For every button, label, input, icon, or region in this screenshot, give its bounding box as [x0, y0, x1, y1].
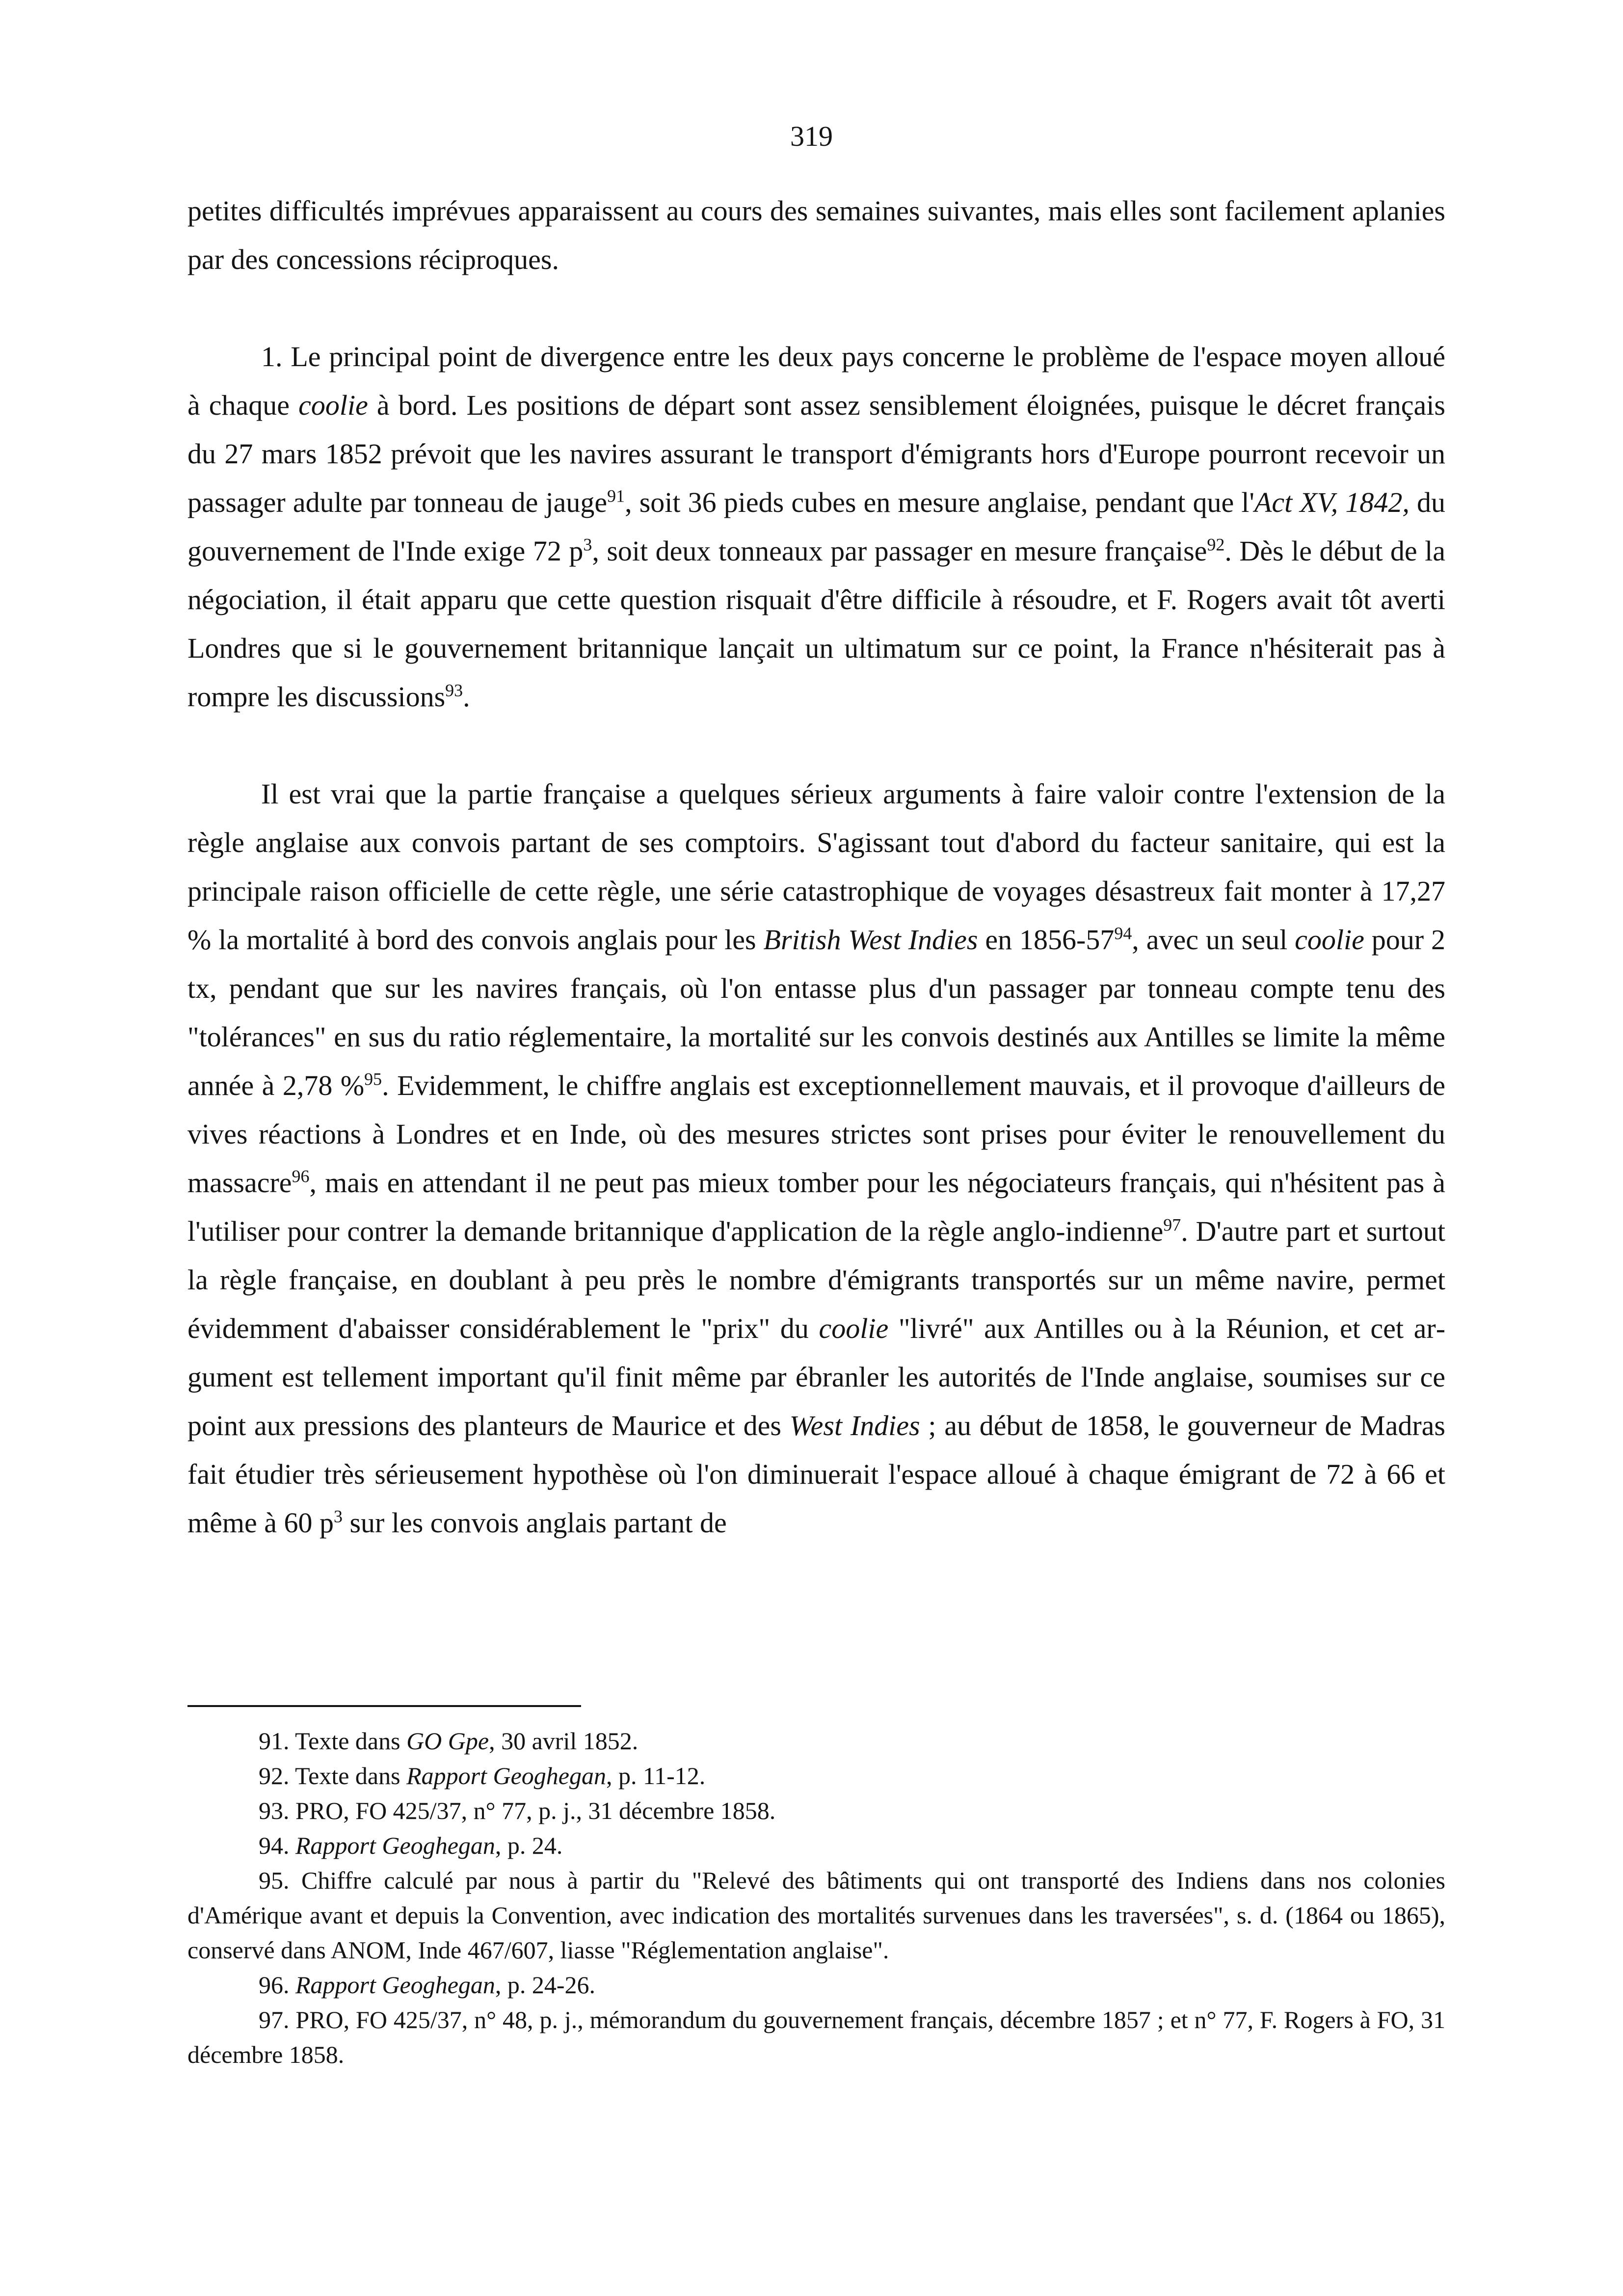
footnote-94	[187, 1828, 1445, 1863]
footnote-ref: 3	[333, 1506, 343, 1526]
text-run: . Evidemment, le chiffre anglais est exceptionnellement mauvais, et il provoque d'ailleurs de vives réactions à Londres et en Inde, où des mesures strictes sont prises pour éviter le renouvellement du massacre	[187, 1069, 1445, 1199]
text-run: , 30 avril 1852.	[489, 1727, 639, 1755]
italic-text: coolie	[819, 1312, 889, 1344]
text-run: à bord. Les positions de départ sont assez sensiblement éloignées, puisque le décret français du 27 mars 1852 prévoit que les navires assurant le transport d'émigrants hors d'Europe pourront recevoir un passager adulte par tonneau de jauge	[187, 389, 1445, 518]
footnote-ref: 94	[1114, 923, 1132, 943]
italic-text: Rapport Geoghegan	[295, 1971, 495, 1999]
text-run: petites difficultés imprévues apparaissent au cours des semaines suivantes, mais elles sont facilement aplanies par des concessions réciproques.	[187, 195, 1445, 275]
italic-text: GO Gpe	[406, 1727, 489, 1755]
footnote-ref: 3	[583, 534, 592, 555]
text-run: 95. Chiffre calculé par nous à partir du "Relevé des bâtiments qui ont transporté des Indiens dans nos colonies d'Amérique avant et depuis la Convention, avec indication des mortalités survenues dans les traversées", s. d. (1864 ou 1865), conservé dans ANOM, Inde 467/607, liasse "Réglementation anglaise".	[187, 1867, 1445, 1964]
text-run: , mais en attendant il ne peut pas mieux tomber pour les négociateurs français, qui n'hésitent pas à l'utiliser pour contrer la demande britannique d'application de la règle anglo-indienne	[187, 1167, 1445, 1247]
footnote-95	[187, 1863, 1445, 1968]
text-run: 91. Texte dans	[259, 1727, 407, 1755]
italic-text: Rapport Geoghegan	[295, 1832, 495, 1859]
text-run: . Dès le début de la négociation, il était apparu que cette question risquait d'être difficile à résoudre, et F. Rogers avait tôt averti Londres que si le gouvernement britannique lançait un ultimatum sur ce point, la France n'hésiterait pas à rompre les discussions	[187, 535, 1445, 713]
text-run: 96.	[259, 1971, 295, 1999]
italic-text: Act XV, 1842,	[1254, 486, 1410, 518]
text-run: ; au début de 1858, le gouverneur de Madras fait étudier très sérieusement hypothèse où l'on diminuerait l'espace alloué à chaque émigrant de 72 à 66 et même à 60 p	[187, 1410, 1445, 1539]
footnote-separator	[187, 1705, 581, 1707]
paragraph-french-arguments	[187, 770, 1445, 1547]
text-run: 97. PRO, FO 425/37, n° 48, p. j., mémorandum du gouvernement français, décembre 1857 ; et n° 77, F. Rogers à FO, 31 décembre 1858.	[187, 2006, 1445, 2068]
text-run: pour 2 tx, pendant que sur les navires français, où l'on entasse plus d'un passager par tonneau compte tenu des "tolérances" en sus du ratio réglementaire, la mortalité sur les convois destinés aux Antilles se limite la même année à 2,78 %	[187, 924, 1445, 1101]
footnote-92	[187, 1759, 1445, 1793]
text-run: en 1856-57	[978, 924, 1115, 956]
text-run: , p. 11-12.	[606, 1762, 706, 1789]
footnote-ref: 96	[292, 1166, 310, 1186]
footnote-ref: 95	[364, 1069, 382, 1089]
italic-text: Rapport Geoghegan	[406, 1762, 606, 1789]
footnote-97	[187, 2002, 1445, 2072]
text-run: Il est vrai que la partie française a quelques sérieux arguments à faire valoir contre l'extension de la règle anglaise aux convois partant de ses comptoirs. S'agissant tout d'abord du facteur sanitaire, qui est la principale raison officielle de cette règle, une série catastrophique de voyages désastreux fait monter à 17,27 % la mortalité à bord des convois anglais pour les	[187, 778, 1445, 956]
text-run: 92. Texte dans	[259, 1762, 407, 1789]
italic-text: coolie	[1295, 924, 1364, 956]
paragraph-space-divergence	[187, 332, 1445, 721]
footnote-ref: 93	[445, 680, 463, 700]
page-number: 319	[790, 120, 833, 152]
text-run: du gouvernement de l'Inde exige 72 p	[187, 486, 1446, 567]
footnote-91	[187, 1724, 1445, 1759]
footnote-96	[187, 1968, 1445, 2002]
text-run: , soit deux tonneaux par passager en mesure française	[592, 535, 1207, 567]
footnote-ref: 91	[607, 486, 625, 506]
paragraph-continuation	[187, 187, 1445, 284]
text-run: , p. 24.	[495, 1832, 563, 1859]
text-run: .	[463, 681, 470, 713]
text-run: , soit 36 pieds cubes en mesure anglaise, pendant que l'	[625, 486, 1254, 518]
italic-text: British West Indies	[763, 924, 978, 956]
footnote-93	[187, 1793, 1445, 1828]
text-run: . D'autre part et surtout la règle française, en doublant à peu près le nombre d'émigrants transportés sur un même navire, permet évidemment d'abaisser considérablement le "prix" du	[187, 1215, 1445, 1344]
footnotes	[187, 1724, 1445, 2072]
footnote-ref: 97	[1163, 1215, 1181, 1235]
italic-text: coolie	[298, 389, 368, 421]
italic-text: West Indies	[789, 1410, 920, 1442]
text-run: , avec un seul	[1132, 924, 1295, 956]
text-run: 1. Le principal point de divergence entre les deux pays concerne le problème de l'espace moyen alloué à chaque	[187, 341, 1445, 421]
text-run: 94.	[259, 1832, 295, 1859]
text-run: 93. PRO, FO 425/37, n° 77, p. j., 31 décembre 1858.	[259, 1797, 776, 1824]
text-run: , p. 24-26.	[495, 1971, 596, 1999]
footnote-ref: 92	[1207, 534, 1225, 555]
text-run: sur les convois anglais partant de	[342, 1507, 727, 1539]
text-run: "livré" aux Antilles ou à la Réunion, et cet argument est tellement important qu'il finit même par ébranler les autorités de l'Inde anglaise, soumises sur ce point aux pressions des planteurs de Maurice et des	[187, 1312, 1446, 1442]
body-text	[187, 187, 1445, 1547]
